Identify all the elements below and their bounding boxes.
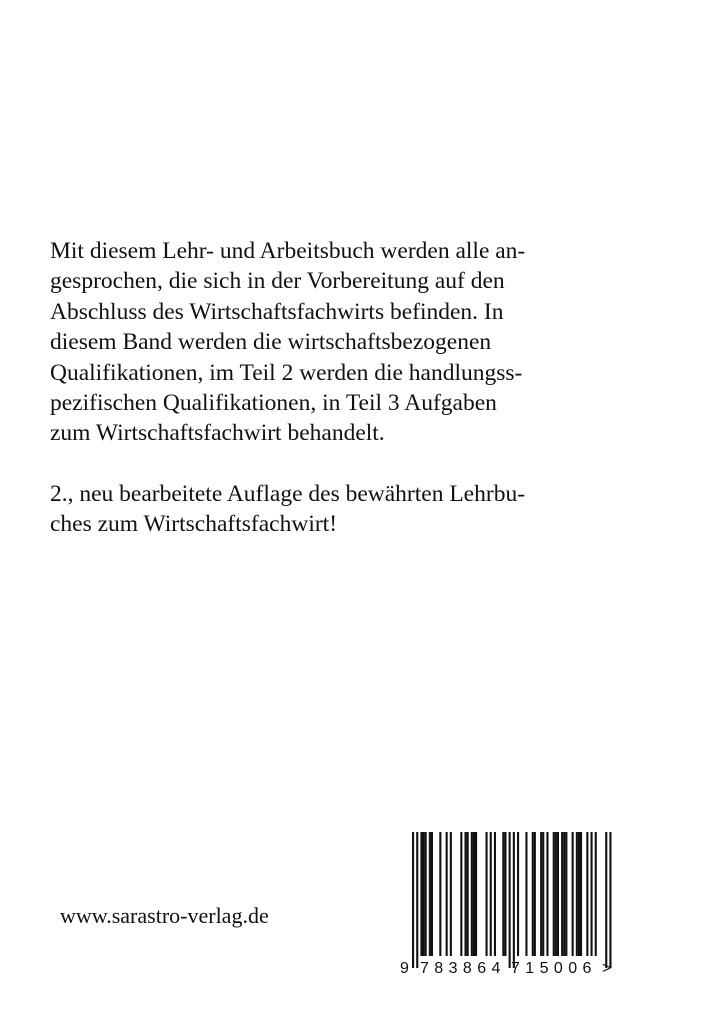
barcode-bar — [578, 832, 580, 956]
barcode-bar — [439, 832, 441, 956]
barcode-bar — [467, 832, 469, 956]
barcode-bar — [540, 832, 542, 956]
barcode-bar — [429, 832, 431, 956]
paragraph-gap — [50, 449, 610, 479]
quiet-zone-marker: > — [602, 960, 612, 977]
description-line: zum Wirtschaftsfachwirt behandelt. — [50, 420, 385, 447]
barcode-bar — [412, 832, 414, 968]
barcode-bar — [572, 832, 574, 956]
barcode-bar — [416, 832, 418, 968]
barcode-bar — [565, 832, 567, 956]
barcode-bar — [532, 832, 534, 956]
back-cover-description — [50, 236, 610, 540]
barcode-bar — [420, 832, 422, 956]
barcode-bar — [586, 832, 588, 956]
barcode-bar — [509, 832, 511, 968]
barcode-bar — [542, 832, 544, 956]
barcode-bar — [494, 832, 496, 956]
barcode-bar — [486, 832, 488, 956]
barcode-bar — [609, 832, 611, 968]
barcode-bar — [502, 832, 504, 956]
description-line: Abschluss des Wirtschaftsfachwirts befinden. In — [50, 298, 504, 325]
barcode-bar — [546, 832, 548, 956]
barcode-bar — [557, 832, 559, 956]
edition-line: ches zum Wirtschaftsfachwirt! — [50, 511, 338, 538]
barcode-bar — [504, 832, 506, 956]
barcode-bar — [473, 832, 475, 956]
barcode-bar — [525, 832, 527, 956]
barcode-bar — [517, 832, 519, 956]
barcode-bar — [561, 832, 563, 956]
description-line: Qualifikationen, im Teil 2 werden die handlungss- — [50, 359, 523, 386]
barcode-bar — [605, 832, 607, 968]
isbn-left-group: 783864 — [420, 960, 506, 977]
barcode-bar — [534, 832, 536, 956]
description-line: gesprochen, die sich in der Vorbereitung auf den — [50, 268, 505, 295]
barcode-bar — [513, 832, 515, 968]
description-line: diesem Band werden die wirtschaftsbezogenen — [50, 329, 492, 356]
barcode-bar — [446, 832, 448, 956]
barcode-bar — [563, 832, 565, 956]
barcode-bar — [576, 832, 578, 956]
barcode-bar — [431, 832, 433, 956]
barcode-bar — [591, 832, 593, 956]
barcode-bar — [465, 832, 467, 956]
barcode-bar — [460, 832, 462, 956]
barcode-bar — [423, 832, 425, 956]
description-line: Mit diesem Lehr- und Arbeitsbuch werden alle an- — [50, 238, 526, 264]
isbn-barcode — [398, 832, 618, 992]
isbn-digits — [398, 960, 618, 984]
barcode-bar — [450, 832, 452, 956]
barcode-bar — [595, 832, 597, 956]
barcode-bar — [471, 832, 473, 956]
barcode-bar — [475, 832, 477, 956]
barcode-bar — [555, 832, 557, 956]
barcode-bar — [490, 832, 492, 956]
barcode-bar — [580, 832, 582, 956]
barcode-bar — [553, 832, 555, 956]
publisher-url: www.sarastro-verlag.de — [60, 903, 269, 928]
isbn-right-group: 715006 — [511, 960, 597, 977]
edition-line: 2., neu bearbeitete Auflage des bewährten Lehrbu- — [50, 480, 526, 507]
description-line: pezifischen Qualifikationen, in Teil 3 Aufgaben — [50, 390, 497, 417]
barcode-bar — [425, 832, 427, 956]
isbn-first-digit: 9 — [400, 960, 409, 977]
